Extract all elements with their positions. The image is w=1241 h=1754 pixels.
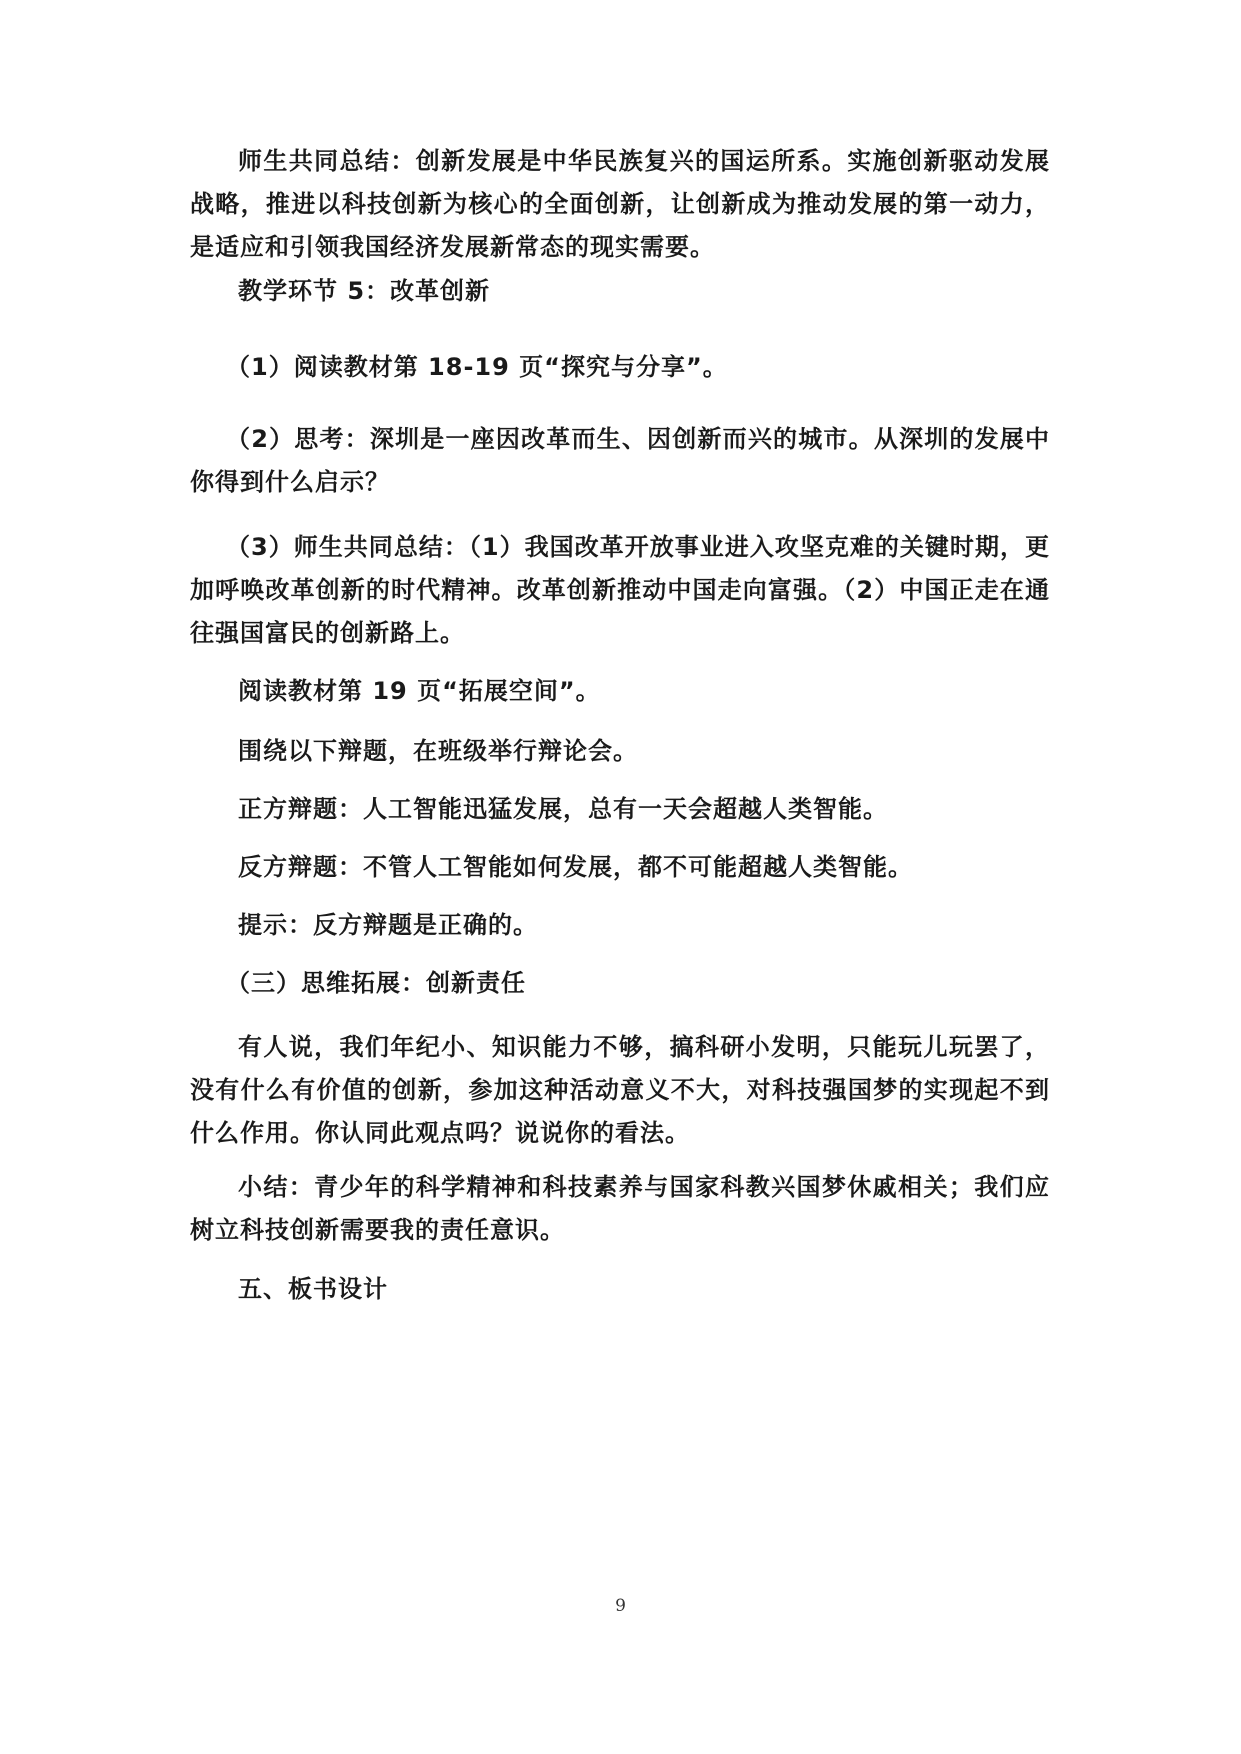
paragraph-hint: 提示：反方辩题是正确的。 <box>238 911 538 939</box>
paragraph-discussion-question: 有人说，我们年纪小、知识能力不够，搞科研小发明，只能玩儿玩罢了，没有什么有价值的创新，参加这种活动意义不大，对科技强国梦的实现起不到什么作用。你认同此观点吗？说说你的看法。 <box>190 1033 1050 1147</box>
paragraph-conclusion: 小结：青少年的科学精神和科技素养与国家科教兴国梦休戚相关；我们应树立科技创新需要我的责任意识。 <box>190 1173 1050 1244</box>
paragraph-debate-intro: 围绕以下辩题，在班级举行辩论会。 <box>238 737 638 765</box>
paragraph-summary-innovation: 师生共同总结：创新发展是中华民族复兴的国运所系。实施创新驱动发展战略，推进以科技创新为核心的全面创新，让创新成为推动发展的第一动力，是适应和引领我国经济发展新常态的现实需要。 <box>190 147 1050 261</box>
paragraph-negative-topic: 反方辩题：不管人工智能如何发展，都不可能超越人类智能。 <box>238 853 913 881</box>
paragraph-step-2-thinking: （2）思考：深圳是一座因改革而生、因创新而兴的城市。从深圳的发展中你得到什么启示？ <box>190 425 1050 496</box>
section-heading-board-design: 五、板书设计 <box>238 1275 388 1303</box>
paragraph-step-1-reading: （1）阅读教材第 18-19 页“探究与分享”。 <box>226 353 728 381</box>
paragraph-affirmative-topic: 正方辩题：人工智能迅猛发展，总有一天会超越人类智能。 <box>238 795 888 823</box>
paragraph-read-expansion-space: 阅读教材第 19 页“拓展空间”。 <box>238 677 601 705</box>
page-number: 9 <box>615 1596 626 1616</box>
paragraph-step-3-summary: （3）师生共同总结：（1）我国改革开放事业进入攻坚克难的关键时期，更加呼唤改革创新的时代精神。改革创新推动中国走向富强。（2）中国正走在通往强国富民的创新路上。 <box>190 533 1050 647</box>
section-heading-teaching-step-5: 教学环节 5：改革创新 <box>238 277 491 305</box>
section-heading-thinking-expansion: （三）思维拓展：创新责任 <box>226 969 526 997</box>
